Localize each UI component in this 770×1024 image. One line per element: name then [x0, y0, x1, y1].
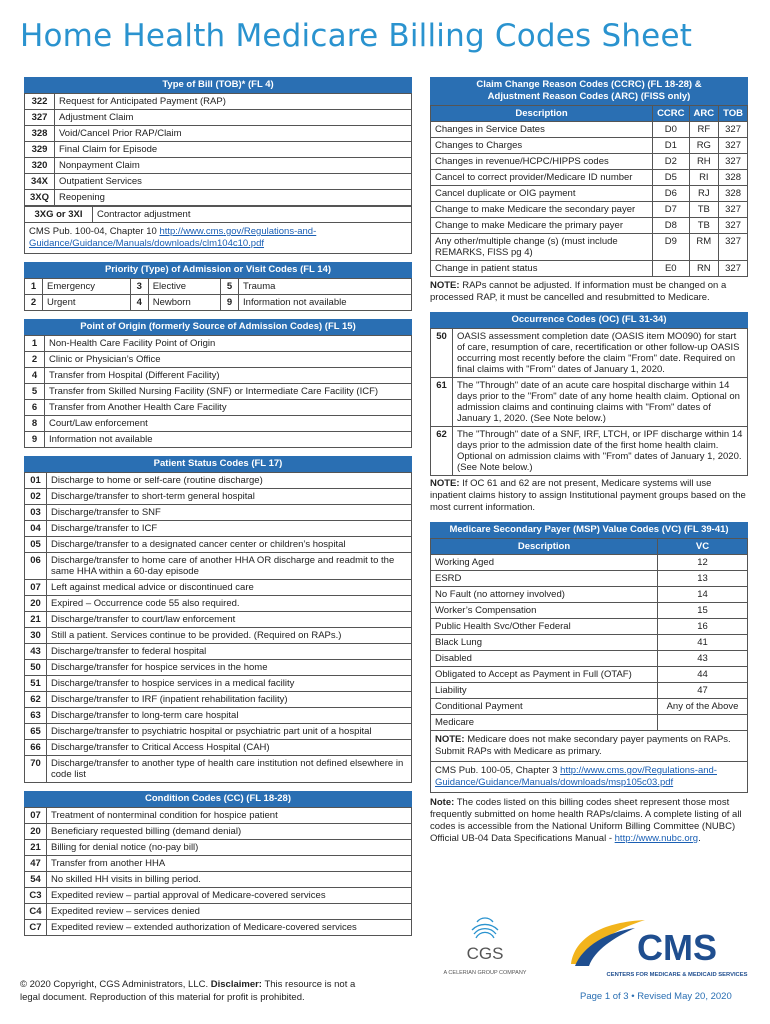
table-row [431, 715, 748, 731]
origin-table [24, 335, 412, 448]
occurrence-desc: The "Through" date of a SNF, IRF, LTCH, or IPF discharge within 14 days prior to the admission date of the first home health claim. Optional on admission claims with "From" dates of January 1, 2020. (See Note below.) [453, 427, 748, 476]
origin-desc: Court/Law enforcement [45, 416, 412, 432]
status-desc: Expired – Occurrence code 55 also required. [47, 596, 412, 612]
msp-vc: 15 [658, 603, 748, 619]
note-label: NOTE: [430, 478, 460, 489]
tob-table [24, 93, 412, 206]
copyright: © 2020 Copyright, CGS Administrators, LLC. [20, 979, 211, 990]
cgs-logo-sub: A CELERIAN GROUP COMPANY [443, 970, 527, 976]
ccrc-tob: 327 [719, 234, 748, 261]
msp-desc: Medicare [431, 715, 658, 731]
table-row [431, 378, 748, 427]
priority-desc: Elective [148, 279, 220, 295]
ccrc-arc: TB [689, 218, 719, 234]
table-row [25, 872, 412, 888]
msp-header: Medicare Secondary Payer (MSP) Value Codes (VC) (FL 39-41) [430, 522, 748, 538]
msp-desc: Working Aged [431, 555, 658, 571]
ccrc-arc: RJ [689, 186, 719, 202]
condition-desc: Expedited review – extended authorization of Medicare-covered services [47, 920, 412, 936]
status-desc: Left against medical advice or discontinued care [47, 580, 412, 596]
status-desc: Discharge/transfer to a designated cancer center or children’s hospital [47, 537, 412, 553]
msp-desc: Black Lung [431, 635, 658, 651]
table-row [431, 651, 748, 667]
tob-desc: Outpatient Services [55, 174, 412, 190]
page-title: Home Health Medicare Billing Codes Sheet [20, 18, 693, 54]
ccrc-desc: Change to make Medicare the secondary payer [431, 202, 653, 218]
status-code: 62 [25, 692, 47, 708]
table-row [25, 740, 412, 756]
ccrc-arc: RM [689, 234, 719, 261]
status-code: 04 [25, 521, 47, 537]
occurrence-code: 50 [431, 329, 453, 378]
origin-desc: Information not available [45, 432, 412, 448]
origin-header: Point of Origin (formerly Source of Admission Codes) (FL 15) [24, 319, 412, 335]
condition-code: 07 [25, 808, 47, 824]
condition-code: 47 [25, 856, 47, 872]
table-row [25, 279, 412, 295]
status-code: 05 [25, 537, 47, 553]
msp-vc: 44 [658, 667, 748, 683]
priority-desc: Urgent [43, 295, 131, 311]
status-desc: Discharge/transfer to federal hospital [47, 644, 412, 660]
tob-code: 322 [25, 94, 55, 110]
status-header: Patient Status Codes (FL 17) [24, 456, 412, 472]
ccrc-header-line1: Claim Change Reason Codes (CCRC) (FL 18-28) & [476, 79, 702, 90]
ccrc-desc: Change in patient status [431, 261, 653, 277]
status-desc: Discharge/transfer to psychiatric hospital or psychiatric part unit of a hospital [47, 724, 412, 740]
priority-table [24, 278, 412, 311]
table-row [25, 521, 412, 537]
table-row [431, 667, 748, 683]
table-row [25, 612, 412, 628]
table-row [25, 644, 412, 660]
ccrc-arc: RF [689, 122, 719, 138]
priority-desc: Trauma [239, 279, 412, 295]
status-code: 03 [25, 505, 47, 521]
right-column [430, 77, 748, 845]
origin-desc: Transfer from Skilled Nursing Facility (SNF) or Intermediate Care Facility (ICF) [45, 384, 412, 400]
condition-table [24, 807, 412, 936]
condition-code: 54 [25, 872, 47, 888]
condition-code: C7 [25, 920, 47, 936]
table-row [431, 427, 748, 476]
ccrc-tob: 327 [719, 138, 748, 154]
table-row [25, 473, 412, 489]
table-row [431, 261, 748, 277]
condition-code: C4 [25, 904, 47, 920]
table-row [25, 336, 412, 352]
tob-code: 3XQ [25, 190, 55, 206]
table-row [25, 432, 412, 448]
ccrc-arc: RH [689, 154, 719, 170]
msp-note [430, 731, 748, 762]
table-row [25, 489, 412, 505]
msp-ref-text: CMS Pub. 100-05, Chapter 3 [435, 765, 561, 776]
status-code: 51 [25, 676, 47, 692]
tob-desc: Void/Cancel Prior RAP/Claim [55, 126, 412, 142]
cms-logo-mark [565, 916, 750, 980]
ccrc-desc: Change to make Medicare the primary payer [431, 218, 653, 234]
msp-vc: 41 [658, 635, 748, 651]
status-desc: Discharge/transfer for hospice services in the home [47, 660, 412, 676]
cgs-logo [430, 912, 540, 978]
cgs-logo-mark [430, 912, 540, 978]
priority-desc: Emergency [43, 279, 131, 295]
msp-vc: 16 [658, 619, 748, 635]
msp-desc: Liability [431, 683, 658, 699]
tob-header: Type of Bill (TOB)* (FL 4) [24, 77, 412, 93]
tob-code: 3XG or 3XI [25, 207, 93, 223]
ccrc-ccrc: D8 [653, 218, 689, 234]
occurrence-code: 61 [431, 378, 453, 427]
msp-desc: ESRD [431, 571, 658, 587]
msp-desc: Obligated to Accept as Payment in Full (OTAF) [431, 667, 658, 683]
status-desc: Discharge/transfer to home care of another HHA OR discharge and readmit to the same HHA within a 60-day episode [47, 553, 412, 580]
tob-code: 328 [25, 126, 55, 142]
tob-ref-text: CMS Pub. 100-04, Chapter 10 [29, 226, 160, 237]
table-row [431, 170, 748, 186]
origin-code: 5 [25, 384, 45, 400]
msp-vc: 43 [658, 651, 748, 667]
occurrence-desc: The "Through" date of an acute care hospital discharge within 14 days prior to the "From" date of any home health claim. Optional on admission claims and continuing claims with "From" dates of January 1, 2020. (See Note below.) [453, 378, 748, 427]
msp-desc: Disabled [431, 651, 658, 667]
table-row [431, 122, 748, 138]
priority-code: 1 [25, 279, 43, 295]
ccrc-ccrc: D7 [653, 202, 689, 218]
priority-desc: Information not available [239, 295, 412, 311]
origin-code: 9 [25, 432, 45, 448]
col-arc: ARC [689, 106, 719, 122]
table-row [25, 920, 412, 936]
status-desc: Discharge to home or self-care (routine discharge) [47, 473, 412, 489]
status-code: 30 [25, 628, 47, 644]
table-row [431, 635, 748, 651]
ccrc-header-line2: Adjustment Reason Codes (ARC) (FISS only) [487, 91, 691, 102]
col-tob: TOB [719, 106, 748, 122]
cms-logo-sub: CENTERS FOR MEDICARE & MEDICAID SERVICES [606, 972, 748, 978]
msp-desc: Public Health Svc/Other Federal [431, 619, 658, 635]
condition-desc: Beneficiary requested billing (demand denial) [47, 824, 412, 840]
tob-code: 320 [25, 158, 55, 174]
origin-code: 2 [25, 352, 45, 368]
ccrc-ccrc: D9 [653, 234, 689, 261]
condition-code: 20 [25, 824, 47, 840]
tob-desc: Reopening [55, 190, 412, 206]
table-row [25, 724, 412, 740]
msp-reference [430, 762, 748, 793]
condition-desc: No skilled HH visits in billing period. [47, 872, 412, 888]
priority-desc: Newborn [148, 295, 220, 311]
priority-code: 4 [130, 295, 148, 311]
occurrence-header: Occurrence Codes (OC) (FL 31-34) [430, 312, 748, 328]
msp-vc: Any of the Above [658, 699, 748, 715]
ccrc-arc: RN [689, 261, 719, 277]
table-row [25, 505, 412, 521]
priority-code: 9 [221, 295, 239, 311]
table-row [431, 154, 748, 170]
table-row [25, 174, 412, 190]
note-text: If OC 61 and 62 are not present, Medicare systems will use inpatient claims history to assign Institutional payment groups based on the most current information. [430, 478, 746, 513]
table-row [25, 856, 412, 872]
ccrc-desc: Changes in revenue/HCPC/HIPPS codes [431, 154, 653, 170]
table-row [431, 555, 748, 571]
table-row [431, 186, 748, 202]
status-code: 66 [25, 740, 47, 756]
note-end: . [698, 833, 701, 844]
status-desc: Discharge/transfer to another type of health care institution not defined elsewhere in code list [47, 756, 412, 783]
occurrence-note [430, 478, 748, 514]
table-row [25, 142, 412, 158]
status-code: 50 [25, 660, 47, 676]
disclaimer-label: Disclaimer: [210, 979, 262, 990]
ccrc-desc: Cancel duplicate or OIG payment [431, 186, 653, 202]
table-row [25, 808, 412, 824]
table-row [431, 329, 748, 378]
table-row [25, 756, 412, 783]
tob-reference [24, 223, 412, 254]
msp-desc: Worker’s Compensation [431, 603, 658, 619]
ccrc-tob: 327 [719, 122, 748, 138]
footer-disclaimer [20, 978, 370, 1004]
msp-ref-link[interactable]: http://www.cms.gov/Regulations-and-Guidance/Guidance/Manuals/downloads/msp105c03.pdf [435, 765, 717, 788]
ccrc-ccrc: D0 [653, 122, 689, 138]
table-header-row [431, 106, 748, 122]
table-row [25, 94, 412, 110]
tob-code: 34X [25, 174, 55, 190]
col-ccrc: CCRC [653, 106, 689, 122]
status-desc: Discharge/transfer to short-term general hospital [47, 489, 412, 505]
table-row [25, 384, 412, 400]
status-code: 63 [25, 708, 47, 724]
ccrc-tob: 328 [719, 170, 748, 186]
tob-code: 329 [25, 142, 55, 158]
ccrc-table [430, 105, 748, 277]
origin-code: 8 [25, 416, 45, 432]
status-code: 02 [25, 489, 47, 505]
status-desc: Discharge/transfer to ICF [47, 521, 412, 537]
table-row [25, 368, 412, 384]
origin-desc: Transfer from Another Health Care Facility [45, 400, 412, 416]
ccrc-tob: 327 [719, 261, 748, 277]
condition-desc: Transfer from another HHA [47, 856, 412, 872]
col-vc: VC [658, 539, 748, 555]
origin-code: 1 [25, 336, 45, 352]
ccrc-header [430, 77, 748, 105]
table-row [25, 888, 412, 904]
msp-desc: Conditional Payment [431, 699, 658, 715]
nubc-link[interactable]: http://www.nubc.org [614, 833, 699, 844]
table-row [25, 596, 412, 612]
ccrc-tob: 327 [719, 154, 748, 170]
note-label: NOTE: [430, 280, 460, 291]
table-row [431, 138, 748, 154]
table-row [25, 904, 412, 920]
ccrc-note [430, 280, 748, 304]
ccrc-arc: RG [689, 138, 719, 154]
condition-code: C3 [25, 888, 47, 904]
condition-desc: Treatment of nonterminal condition for hospice patient [47, 808, 412, 824]
ccrc-arc: RI [689, 170, 719, 186]
tob-ref-link[interactable]: http://www.cms.gov/Regulations-and-Guidance/Guidance/Manuals/downloads/clm104c10.pdf [29, 226, 317, 249]
table-row [431, 234, 748, 261]
condition-code: 21 [25, 840, 47, 856]
tob-code: 327 [25, 110, 55, 126]
msp-table [430, 538, 748, 731]
status-code: 01 [25, 473, 47, 489]
table-row [431, 571, 748, 587]
table-row [25, 190, 412, 206]
table-row [431, 603, 748, 619]
disclaimer-text: This resource is not a legal document. Reproduction of this material for profit is prohibited. [20, 979, 356, 1003]
table-row [431, 619, 748, 635]
table-row [25, 553, 412, 580]
cgs-logo-text: CGS [466, 944, 504, 963]
table-row [431, 202, 748, 218]
occurrence-table [430, 328, 748, 476]
ccrc-ccrc: D6 [653, 186, 689, 202]
ccrc-desc: Cancel to correct provider/Medicare ID number [431, 170, 653, 186]
status-code: 06 [25, 553, 47, 580]
condition-desc: Expedited review – services denied [47, 904, 412, 920]
condition-desc: Billing for denial notice (no-pay bill) [47, 840, 412, 856]
ccrc-tob: 328 [719, 186, 748, 202]
status-desc: Discharge/transfer to Critical Access Hospital (CAH) [47, 740, 412, 756]
ccrc-ccrc: D5 [653, 170, 689, 186]
tob-desc: Request for Anticipated Payment (RAP) [55, 94, 412, 110]
table-row [431, 699, 748, 715]
tob-desc: Contractor adjustment [93, 207, 412, 223]
final-note [430, 797, 748, 845]
note-text: Medicare does not make secondary payer payments on RAPs. Submit RAPs with Medicare as primary. [435, 734, 731, 757]
occurrence-desc: OASIS assessment completion date (OASIS item MO090) for start of care, resumption of care, recertification or other follow-up OASIS occurring most recently before the claim "From" date. Required on final claims with "From" dates of January 1, 2020. [453, 329, 748, 378]
table-row [25, 158, 412, 174]
table-row [25, 537, 412, 553]
note-text: The codes listed on this billing codes sheet represent those most frequently submitted on home health RAPs/claims. A complete listing of all codes is accessible from the National Uniform Billing Committee (NUBC) Official UB-04 Data Specifications Manual - [430, 797, 742, 844]
table-row [431, 218, 748, 234]
table-row [25, 110, 412, 126]
origin-code: 4 [25, 368, 45, 384]
table-row [25, 207, 412, 223]
tob-desc: Nonpayment Claim [55, 158, 412, 174]
table-row [25, 295, 412, 311]
table-row [25, 708, 412, 724]
tob-desc: Adjustment Claim [55, 110, 412, 126]
table-row [431, 587, 748, 603]
origin-code: 6 [25, 400, 45, 416]
note-text: RAPs cannot be adjusted. If information must be changed on a processed RAP, it must be cancelled and resubmitted to Medicare. [430, 280, 727, 303]
status-desc: Discharge/transfer to hospice services in a medical facility [47, 676, 412, 692]
condition-header: Condition Codes (CC) (FL 18-28) [24, 791, 412, 807]
msp-vc: 47 [658, 683, 748, 699]
status-desc: Discharge/transfer to long-term care hospital [47, 708, 412, 724]
ccrc-ccrc: E0 [653, 261, 689, 277]
msp-vc: 14 [658, 587, 748, 603]
status-code: 65 [25, 724, 47, 740]
status-desc: Discharge/transfer to court/law enforcement [47, 612, 412, 628]
col-description: Description [431, 539, 658, 555]
status-desc: Discharge/transfer to SNF [47, 505, 412, 521]
origin-desc: Clinic or Physician’s Office [45, 352, 412, 368]
origin-desc: Non-Health Care Facility Point of Origin [45, 336, 412, 352]
priority-code: 5 [221, 279, 239, 295]
status-code: 70 [25, 756, 47, 783]
table-row [25, 400, 412, 416]
status-code: 07 [25, 580, 47, 596]
origin-desc: Transfer from Hospital (Different Facility) [45, 368, 412, 384]
table-row [25, 660, 412, 676]
ccrc-desc: Changes to Charges [431, 138, 653, 154]
tob-desc: Final Claim for Episode [55, 142, 412, 158]
status-code: 20 [25, 596, 47, 612]
note-label: NOTE: [435, 734, 465, 745]
msp-desc: No Fault (no attorney involved) [431, 587, 658, 603]
ccrc-desc: Any other/multiple change (s) (must include REMARKS, FISS pg 4) [431, 234, 653, 261]
left-column [24, 77, 412, 936]
cms-logo [565, 916, 750, 980]
ccrc-desc: Changes in Service Dates [431, 122, 653, 138]
table-row [25, 840, 412, 856]
msp-vc: 13 [658, 571, 748, 587]
status-code: 21 [25, 612, 47, 628]
status-desc: Still a patient. Services continue to be provided. (Required on RAPs.) [47, 628, 412, 644]
table-row [25, 676, 412, 692]
msp-vc [658, 715, 748, 731]
table-row [25, 692, 412, 708]
table-row [25, 580, 412, 596]
page-info: Page 1 of 3 • Revised May 20, 2020 [580, 991, 732, 1002]
priority-header: Priority (Type) of Admission or Visit Codes (FL 14) [24, 262, 412, 278]
priority-code: 3 [130, 279, 148, 295]
table-row [431, 683, 748, 699]
status-desc: Discharge/transfer to IRF (inpatient rehabilitation facility) [47, 692, 412, 708]
col-description: Description [431, 106, 653, 122]
status-code: 43 [25, 644, 47, 660]
ccrc-ccrc: D1 [653, 138, 689, 154]
table-row [25, 126, 412, 142]
note-label: Note: [430, 797, 455, 808]
priority-code: 2 [25, 295, 43, 311]
table-row [25, 416, 412, 432]
status-table [24, 472, 412, 783]
ccrc-arc: TB [689, 202, 719, 218]
ccrc-ccrc: D2 [653, 154, 689, 170]
table-row [25, 352, 412, 368]
cms-logo-text: CMS [637, 927, 717, 968]
ccrc-tob: 327 [719, 218, 748, 234]
table-row [25, 628, 412, 644]
tob-last-row-table [24, 206, 412, 223]
condition-desc: Expedited review – partial approval of Medicare-covered services [47, 888, 412, 904]
table-header-row [431, 539, 748, 555]
occurrence-code: 62 [431, 427, 453, 476]
table-row [25, 824, 412, 840]
ccrc-tob: 327 [719, 202, 748, 218]
msp-vc: 12 [658, 555, 748, 571]
